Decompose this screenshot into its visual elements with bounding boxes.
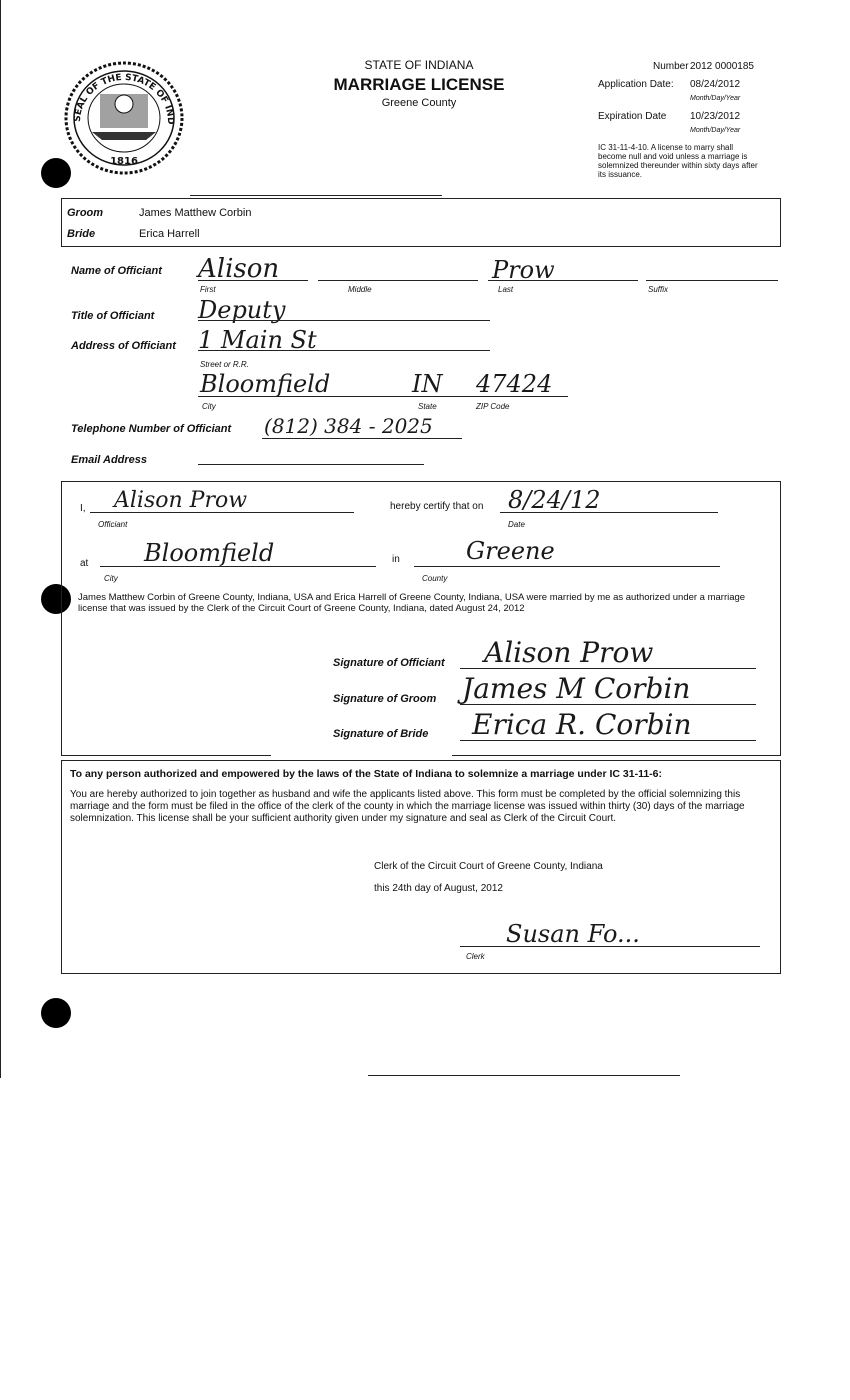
cert-bottom-left	[61, 755, 271, 756]
sig-officiant-line	[460, 668, 756, 669]
state-seal	[62, 60, 186, 176]
marriage-city: Bloomfield	[144, 539, 275, 567]
punch-hole-bottom	[41, 998, 71, 1028]
phone-line: 2025	[381, 414, 433, 438]
couple-info	[67, 207, 252, 240]
title-line	[198, 320, 490, 321]
bride-label: Bride	[67, 228, 96, 240]
email-label: Email Address	[71, 454, 148, 466]
officiant-address-label: Address of Officiant	[71, 340, 176, 352]
last-caption: Last	[498, 285, 514, 294]
county-name: Greene County	[381, 97, 457, 109]
phone-area: 812	[271, 414, 310, 438]
groom-name: James Matthew Corbin	[139, 207, 252, 219]
marriage-date: 8/24/12	[508, 486, 601, 514]
authorization-body: You are hereby authorized to join together as husband and wife the applicants listed above. This form must be completed by the official solemnizing this marriage and the form must be filed in the office of the clerk of the county in which the marriage license was issued within thirty (30) days of the marriage solemnization. This license shall be your sufficient authority given under my signature and seal as Clerk of the Circuit Court.	[70, 789, 745, 824]
marriage-city-caption: City	[104, 574, 118, 583]
sig-groom-line	[460, 704, 756, 705]
clerk-signature: Susan Fo...	[506, 920, 640, 948]
officiant-title-label: Title of Officiant	[71, 310, 155, 322]
sig-groom-label: Signature of Groom	[333, 693, 437, 705]
clerk-line-2: this 24th day of August, 2012	[374, 883, 503, 894]
authorization-heading: To any person authorized and empowered by the laws of the State of Indiana to solemnize a marriage under IC 31-11-6:	[70, 768, 663, 780]
phone-label: Telephone Number of Officiant	[71, 423, 232, 435]
officiant-state: IN	[412, 370, 443, 398]
bottom-rule	[368, 1075, 680, 1076]
officiant-last-name: Prow	[492, 256, 555, 284]
date-format-caption-2: Month/Day/Year	[690, 127, 741, 134]
header	[300, 58, 538, 109]
sig-officiant-label: Signature of Officiant	[333, 657, 445, 669]
first-name-line	[198, 280, 308, 281]
marriage-statement: James Matthew Corbin of Greene County, Indiana, USA and Erica Harrell of Greene County, Indiana, USA were married by me as authorized under a marriage license that was issued by the Clerk of the Circuit Court of Greene County, Indiana, dated August 24, 2012	[78, 592, 746, 614]
sig-officiant: Alison Prow	[484, 636, 654, 669]
phone-prefix: 384	[324, 414, 363, 438]
divider	[190, 195, 442, 196]
state-caption: State	[418, 402, 437, 411]
officiant-city: Bloomfield	[200, 370, 331, 398]
application-date-label: Application Date:	[598, 79, 674, 90]
officiant-title: Deputy	[198, 296, 286, 324]
street-caption: Street or R.R.	[200, 360, 249, 369]
left-edge-line	[0, 0, 1, 1078]
officiant-street: 1 Main St	[198, 326, 317, 354]
officiant-zip: 47424	[476, 370, 553, 398]
date-format-caption: Month/Day/Year	[690, 95, 741, 102]
street-line	[198, 350, 490, 351]
sig-bride-label: Signature of Bride	[333, 728, 429, 740]
sig-groom: James M Corbin	[462, 672, 691, 705]
officiant-first-name: Alison	[198, 254, 280, 284]
marriage-county: Greene	[466, 537, 555, 565]
expiration-date: 10/23/2012	[690, 111, 741, 122]
groom-label: Groom	[67, 207, 104, 219]
date-caption: Date	[508, 520, 525, 529]
license-number: 2012 0000185	[690, 61, 754, 72]
email-line	[198, 464, 424, 465]
expiration-date-label: Expiration Date	[598, 111, 667, 122]
seal-year: 1816	[110, 156, 138, 167]
i-label: I,	[80, 503, 86, 514]
middle-caption: Middle	[348, 285, 372, 294]
officiant-caption: Officiant	[98, 520, 128, 529]
sig-bride-line	[460, 740, 756, 741]
clerk-signature-line	[460, 946, 760, 947]
bride-name: Erica Harrell	[139, 228, 200, 240]
city-state-zip-line	[198, 396, 568, 397]
cert-bottom-right	[452, 755, 780, 756]
application-date: 08/24/2012	[690, 79, 741, 90]
document-title: MARRIAGE LICENSE	[333, 75, 505, 94]
certify-text: hereby certify that on	[390, 501, 484, 512]
first-caption: First	[200, 285, 216, 294]
in-label: in	[392, 554, 400, 565]
marriage-city-line	[100, 566, 376, 567]
last-name-line	[488, 280, 638, 281]
validity-note: IC 31-11-4-10. A license to marry shall become null and void unless a marriage is solemnized thereunder within sixty days after its issuance.	[598, 143, 758, 179]
zip-caption: ZIP Code	[476, 402, 510, 411]
marriage-county-line	[414, 566, 720, 567]
officiant-name-label: Name of Officiant	[71, 265, 162, 277]
clerk-caption: Clerk	[466, 952, 485, 961]
middle-name-line	[318, 280, 478, 281]
license-info	[598, 61, 773, 179]
city-caption: City	[202, 402, 216, 411]
officiant-line	[90, 512, 354, 513]
phone-line-rule	[262, 438, 462, 439]
marriage-county-caption: County	[422, 574, 448, 583]
date-line	[500, 512, 718, 513]
phone-number: (812) 384 - 2025	[264, 414, 433, 438]
sig-bride: Erica R. Corbin	[472, 708, 692, 741]
seal-text: SEAL OF THE STATE OF IND	[72, 72, 176, 125]
suffix-caption: Suffix	[648, 285, 669, 294]
number-label: Number	[653, 61, 689, 72]
certifying-officiant: Alison Prow	[114, 488, 248, 513]
clerk-line-1: Clerk of the Circuit Court of Greene County, Indiana	[374, 861, 603, 872]
punch-hole-top	[41, 158, 71, 188]
at-label: at	[80, 558, 89, 569]
suffix-line	[646, 280, 778, 281]
state-name: STATE OF INDIANA	[364, 58, 474, 72]
